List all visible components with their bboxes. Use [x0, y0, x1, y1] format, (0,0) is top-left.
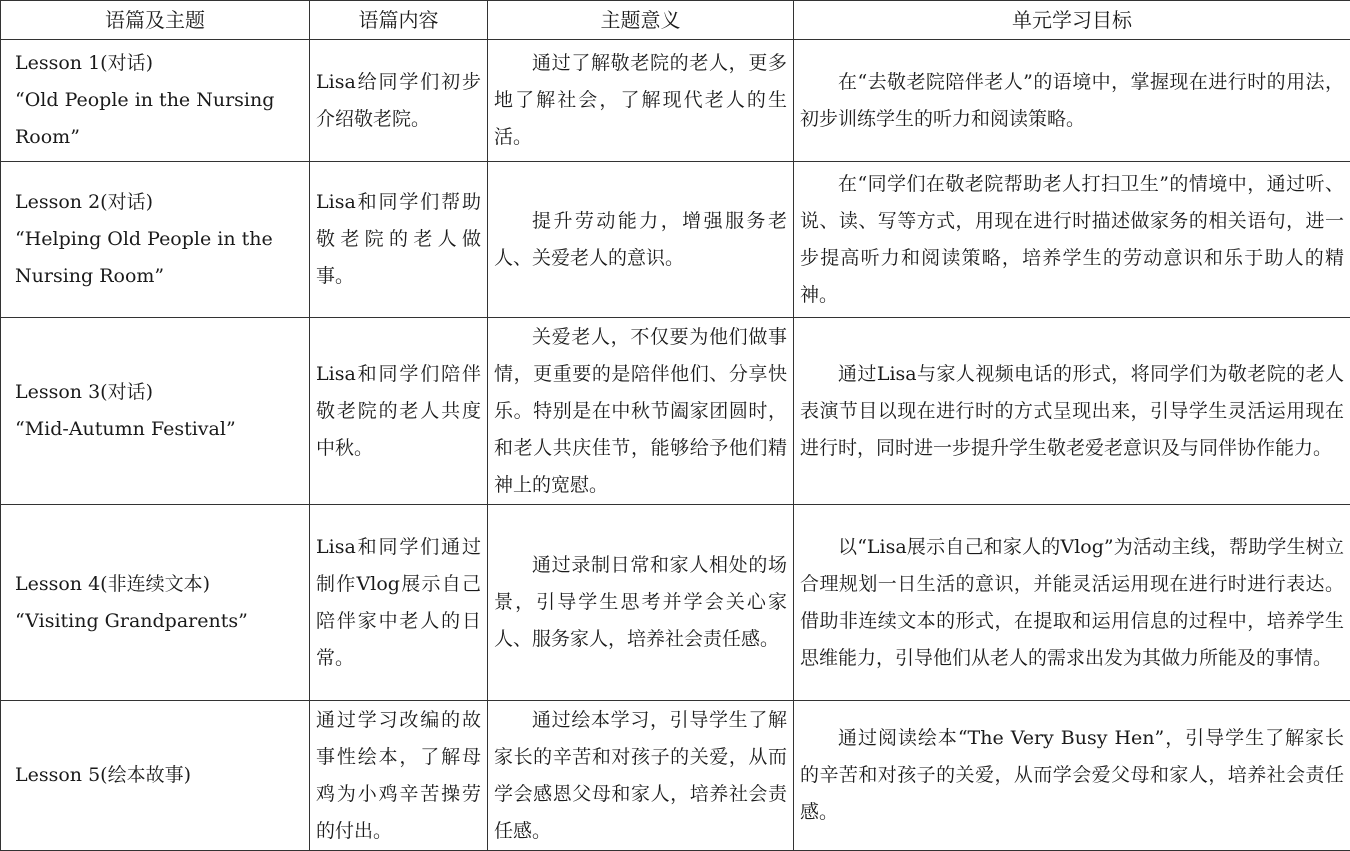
goal-cell: 在“同学们在敬老院帮助老人打扫卫生”的情境中，通过听、说、读、写等方式，用现在进行时描述做家务的相关语句，进一步提高听力和阅读策略，培养学生的劳动意识和乐于助人的精神。: [794, 162, 1350, 318]
meaning-cell: 关爱老人，不仅要为他们做事情，更重要的是陪伴他们、分享快乐。特别是在中秋节阖家团圆时，和老人共庆佳节，能够给予他们精神上的宽慰。: [488, 318, 794, 505]
lesson-title: Lesson 5(绘本故事): [15, 757, 303, 794]
lesson-title: Lesson 2(对话): [15, 184, 303, 221]
table-row: [1, 318, 1350, 505]
content-cell: Lisa和同学们帮助敬老院的老人做事。: [310, 162, 488, 318]
meaning-cell: 通过绘本学习，引导学生了解家长的辛苦和对孩子的关爱，从而学会感恩父母和家人，培养社会责任感。: [488, 701, 794, 851]
header-goal: 单元学习目标: [794, 1, 1350, 40]
lesson-cell: [1, 40, 310, 162]
goal-cell: 通过Lisa与家人视频电话的形式，将同学们为敬老院的老人表演节目以现在进行时的方式呈现出来，引导学生灵活运用现在进行时，同时进一步提升学生敬老爱老意识及与同伴协作能力。: [794, 318, 1350, 505]
table-row: [1, 40, 1350, 162]
table-row: [1, 162, 1350, 318]
content-cell: Lisa给同学们初步介绍敬老院。: [310, 40, 488, 162]
header-meaning: 主题意义: [488, 1, 794, 40]
content-cell: Lisa和同学们通过制作Vlog展示自己陪伴家中老人的日常。: [310, 505, 488, 701]
header-lesson-topic: 语篇及主题: [1, 1, 310, 40]
goal-cell: 以“Lisa展示自己和家人的Vlog”为活动主线，帮助学生树立合理规划一日生活的意识，并能灵活运用现在进行时进行表达。借助非连续文本的形式，在提取和运用信息的过程中，培养学生思维能力，引导他们从老人的需求出发为其做力所能及的事情。: [794, 505, 1350, 701]
content-cell: Lisa和同学们陪伴敬老院的老人共度中秋。: [310, 318, 488, 505]
lesson-cell: [1, 701, 310, 851]
meaning-cell: 通过录制日常和家人相处的场景，引导学生思考并学会关心家人、服务家人，培养社会责任感。: [488, 505, 794, 701]
lesson-title: Lesson 3(对话): [15, 374, 303, 411]
lesson-cell: [1, 318, 310, 505]
lesson-cell: [1, 162, 310, 318]
table-row: [1, 701, 1350, 851]
lesson-subtitle: “Helping Old People in the Nursing Room”: [15, 221, 303, 295]
header-row: [1, 1, 1350, 40]
goal-cell: 通过阅读绘本“The Very Busy Hen”，引导学生了解家长的辛苦和对孩子的关爱，从而学会爱父母和家人，培养社会责任感。: [794, 701, 1350, 851]
header-content: 语篇内容: [310, 1, 488, 40]
lesson-cell: [1, 505, 310, 701]
meaning-cell: 提升劳动能力，增强服务老人、关爱老人的意识。: [488, 162, 794, 318]
lesson-title: Lesson 4(非连续文本): [15, 566, 303, 603]
table-row: [1, 505, 1350, 701]
content-cell: 通过学习改编的故事性绘本，了解母鸡为小鸡辛苦操劳的付出。: [310, 701, 488, 851]
meaning-cell: 通过了解敬老院的老人，更多地了解社会，了解现代老人的生活。: [488, 40, 794, 162]
lesson-title: Lesson 1(对话): [15, 45, 303, 82]
lesson-subtitle: “Mid-Autumn Festival”: [15, 411, 303, 448]
lesson-subtitle: “Visiting Grandparents”: [15, 603, 303, 640]
goal-cell: 在“去敬老院陪伴老人”的语境中，掌握现在进行时的用法，初步训练学生的听力和阅读策略。: [794, 40, 1350, 162]
lesson-subtitle: “Old People in the Nursing Room”: [15, 82, 303, 156]
